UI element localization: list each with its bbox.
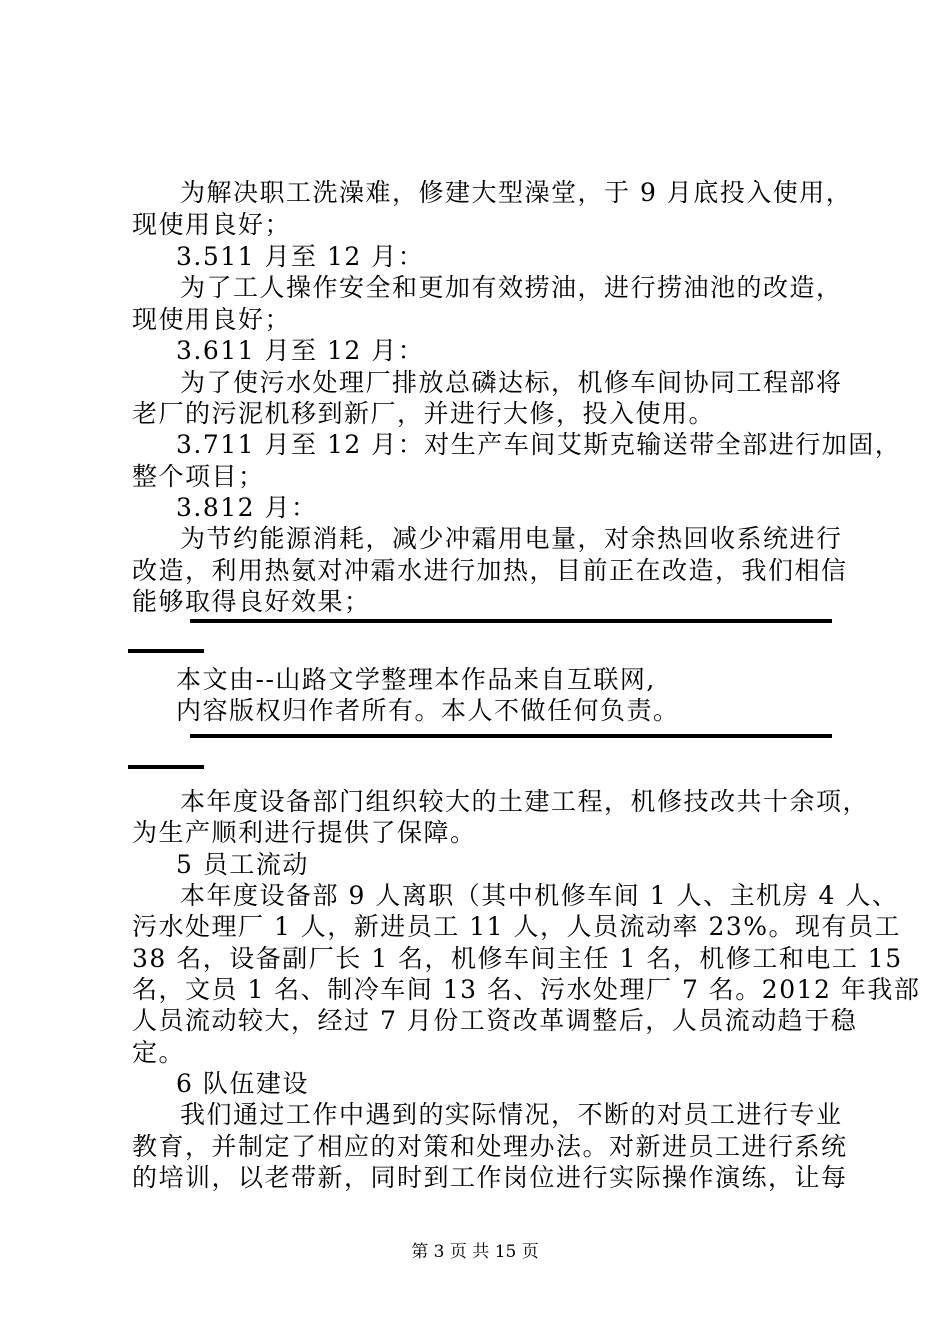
- paragraph-line: 老厂的污泥机移到新厂，并进行大修，投入使用。: [132, 399, 716, 428]
- paragraph-line: 污水处理厂 1 人，新进员工 11 人，人员流动率 23%。现有员工: [132, 912, 902, 941]
- section-heading: 6 队伍建设: [176, 1069, 309, 1098]
- copyright-notice: 本文由--山路文学整理本作品来自互联网,: [176, 665, 656, 694]
- paragraph-line: 为了工人操作安全和更加有效捞油，进行捞油池的改造，: [180, 273, 843, 302]
- separator-rule: [190, 619, 832, 623]
- copyright-notice: 内容版权归作者所有。本人不做任何负责。: [176, 696, 680, 725]
- paragraph-line: 定。: [132, 1038, 186, 1067]
- paragraph-line: 本年度设备部 9 人离职（其中机修车间 1 人、主机房 4 人、: [180, 881, 899, 910]
- paragraph-line: 整个项目；: [132, 462, 265, 491]
- separator-rule: [190, 734, 832, 738]
- paragraph-line: 现使用良好；: [132, 305, 292, 334]
- paragraph-line: 为了使污水处理厂排放总磷达标，机修车间协同工程部将: [180, 368, 843, 397]
- section-heading: 3.511 月至 12 月：: [176, 242, 425, 271]
- paragraph-line: 改造，利用热氨对冲霜水进行加热，目前正在改造，我们相信: [132, 556, 848, 585]
- paragraph-line: 我们通过工作中遇到的实际情况，不断的对员工进行专业: [180, 1100, 843, 1129]
- paragraph-line: 为节约能源消耗，减少冲霜用电量，对余热回收系统进行: [180, 524, 843, 553]
- paragraph-line: 名，文员 1 名、制冷车间 13 名、污水处理厂 7 名。2012 年我部: [132, 975, 921, 1004]
- section-heading: 3.611 月至 12 月：: [176, 336, 425, 365]
- separator-rule: [128, 765, 204, 769]
- paragraph-line: 为解决职工洗澡难，修建大型澡堂，于 9 月底投入使用，: [180, 178, 853, 207]
- paragraph-line: 38 名，设备副厂长 1 名，机修车间主任 1 名，机修工和电工 15: [132, 944, 903, 973]
- paragraph-line: 的培训，以老带新，同时到工作岗位进行实际操作演练，让每: [132, 1163, 848, 1192]
- paragraph-line: 为生产顺利进行提供了保障。: [132, 818, 477, 847]
- paragraph-line: 能够取得良好效果；: [132, 587, 371, 616]
- paragraph-line: 本年度设备部门组织较大的土建工程，机修技改共十余项，: [180, 787, 870, 816]
- paragraph-line: 教育，并制定了相应的对策和处理办法。对新进员工进行系统: [132, 1132, 848, 1161]
- paragraph-line: 3.711 月至 12 月：对生产车间艾斯克输送带全部进行加固，: [176, 430, 902, 459]
- section-heading: 3.812 月：: [176, 493, 318, 522]
- page-number-footer: 第 3 页 共 15 页: [411, 1242, 539, 1262]
- separator-rule: [128, 649, 204, 653]
- section-heading: 5 员工流动: [176, 850, 309, 879]
- paragraph-line: 现使用良好；: [132, 210, 292, 239]
- paragraph-line: 人员流动较大，经过 7 月份工资改革调整后，人员流动趋于稳: [132, 1006, 858, 1035]
